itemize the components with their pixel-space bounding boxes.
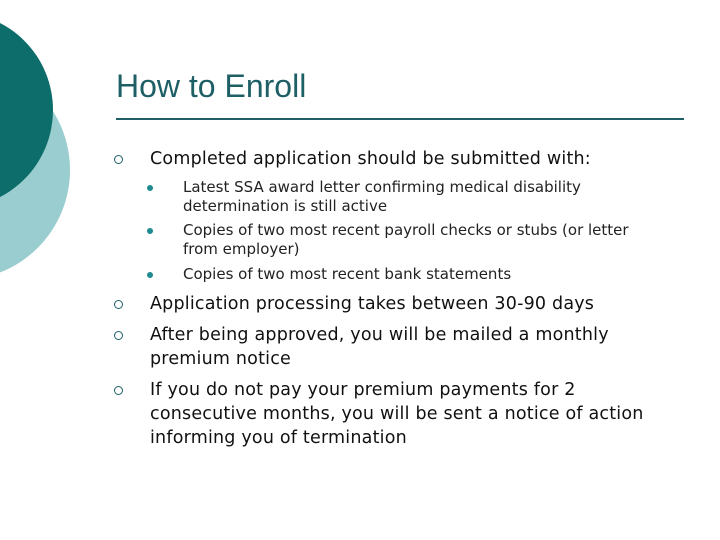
bullet-processing-time: [150, 292, 680, 316]
subbullet-bank-statements: [183, 265, 663, 284]
hollow-bullet-icon: [114, 155, 123, 164]
filled-bullet-icon: [147, 272, 153, 278]
hollow-bullet-icon: [114, 386, 123, 395]
filled-bullet-icon: [147, 185, 153, 191]
hollow-bullet-icon: [114, 300, 123, 309]
page-title: How to Enroll: [116, 68, 307, 104]
hollow-bullet-icon: [114, 331, 123, 340]
subbullet-text: Copies of two most recent payroll checks or stubs (or letter from employer): [183, 221, 629, 258]
subbullet-text: Copies of two most recent bank statements: [183, 265, 512, 283]
subbullet-text: Latest SSA award letter confirming medical disability determination is still active: [183, 178, 581, 215]
bullet-approval-notice: [150, 323, 680, 371]
bullet-text: Application processing takes between 30-90 days: [150, 294, 595, 314]
bullet-text: After being approved, you will be mailed a monthly premium notice: [150, 325, 609, 369]
bullet-text: Completed application should be submitted with:: [150, 149, 591, 169]
decorative-circles: [0, 0, 120, 540]
filled-bullet-icon: [147, 228, 153, 234]
bullet-text: If you do not pay your premium payments for 2 consecutive months, you will be sent a notice of action informing you of termination: [150, 380, 644, 448]
title-underline: [116, 118, 684, 120]
bullet-submit-with: [150, 147, 680, 171]
bullet-termination-warning: [150, 378, 680, 450]
subbullet-ssa-letter: [183, 178, 663, 216]
subbullet-payroll: [183, 221, 663, 259]
